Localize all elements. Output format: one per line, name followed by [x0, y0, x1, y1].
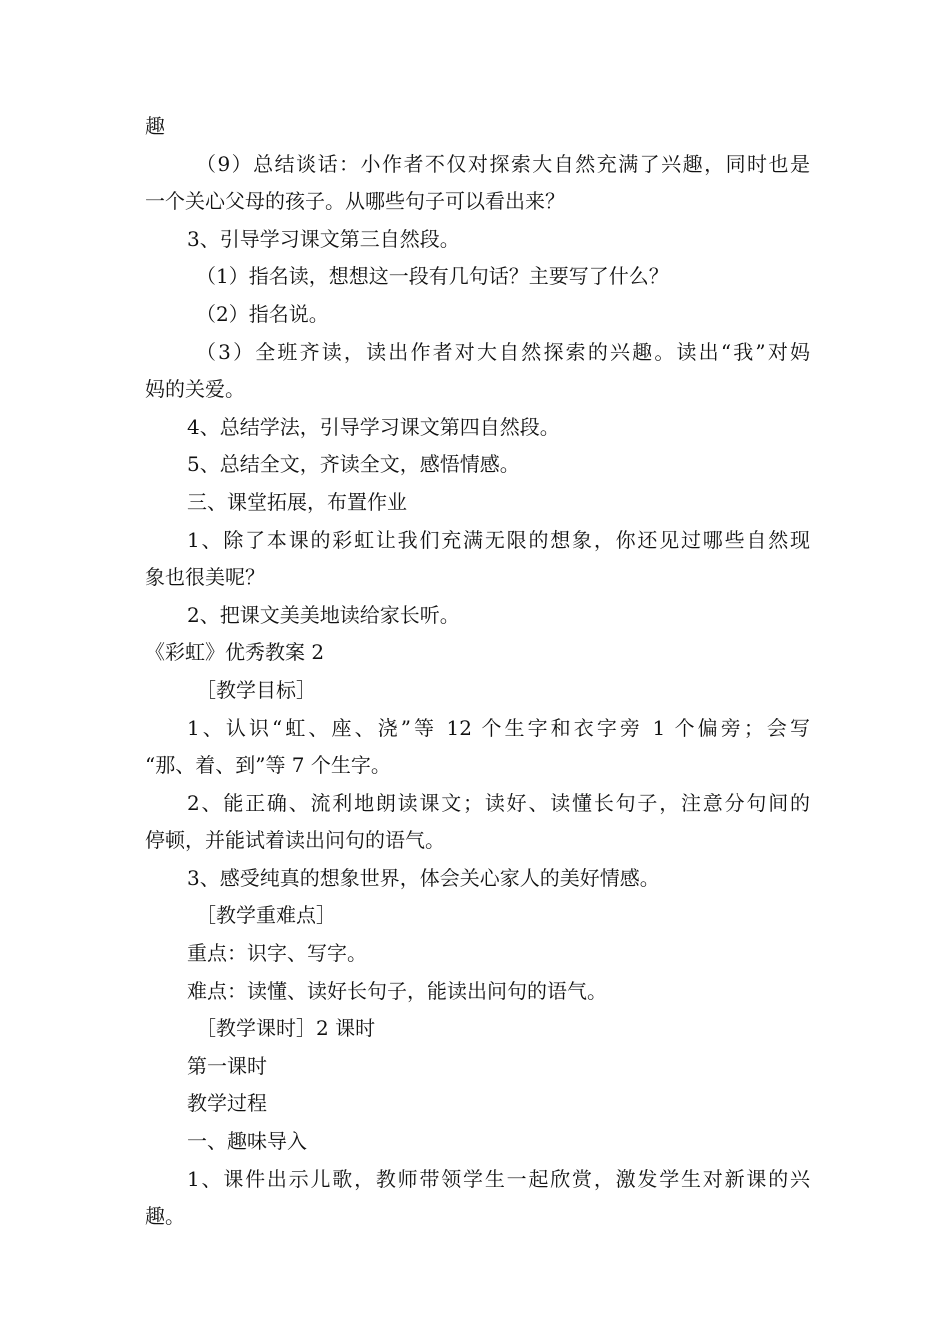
section-heading: ［教学重难点］	[196, 903, 336, 928]
text-line: 1、课件出示儿歌，教师带领学生一起欣赏，激发学生对新课的兴	[187, 1166, 810, 1191]
text-line: 妈的关爱。	[145, 377, 245, 402]
section-heading: 一、趣味导入	[187, 1129, 307, 1154]
text-line: 3、感受纯真的想象世界，体会关心家人的美好情感。	[187, 865, 660, 890]
text-line: 1、除了本课的彩虹让我们充满无限的想象，你还见过哪些自然现	[187, 527, 810, 552]
text-line: 第一课时	[187, 1053, 267, 1078]
text-line: 重点：识字、写字。	[187, 941, 367, 966]
section-heading: ［教学课时］2 课时	[196, 1016, 376, 1041]
document-title: 《彩虹》优秀教案 2	[145, 640, 325, 665]
text-line: 2、把课文美美地读给家长听。	[187, 602, 460, 627]
text-line: （2）指名说。	[196, 301, 329, 326]
section-heading: 三、课堂拓展，布置作业	[187, 489, 407, 514]
text-line: （9）总结谈话：小作者不仅对探索大自然充满了兴趣，同时也是	[196, 151, 810, 176]
text-line: 5、总结全文，齐读全文，感悟情感。	[187, 452, 520, 477]
text-line: 趣	[145, 114, 165, 138]
text-line: 难点：读懂、读好长句子，能读出问句的语气。	[187, 978, 607, 1003]
text-line: 象也很美呢？	[145, 565, 265, 590]
text-line: 3、引导学习课文第三自然段。	[187, 226, 460, 251]
text-line: （3）全班齐读，读出作者对大自然探索的兴趣。读出“我”对妈	[196, 339, 810, 364]
text-line: “那、着、到”等 7 个生字。	[145, 753, 391, 778]
document-body	[145, 108, 810, 1236]
text-line: 4、总结学法，引导学习课文第四自然段。	[187, 414, 560, 439]
text-line: （1）指名读，想想这一段有几句话？主要写了什么？	[196, 264, 669, 289]
text-line: 趣。	[145, 1204, 185, 1229]
text-line: 停顿，并能试着读出问句的语气。	[145, 828, 445, 853]
text-line: 教学过程	[187, 1091, 267, 1116]
section-heading: ［教学目标］	[196, 677, 316, 702]
text-line: 1、认识“虹、座、浇”等 12 个生字和衣字旁 1 个偏旁；会写	[187, 715, 810, 740]
text-line: 2、能正确、流利地朗读课文；读好、读懂长句子，注意分句间的	[187, 790, 810, 815]
text-line: 一个关心父母的孩子。从哪些句子可以看出来？	[145, 189, 565, 214]
